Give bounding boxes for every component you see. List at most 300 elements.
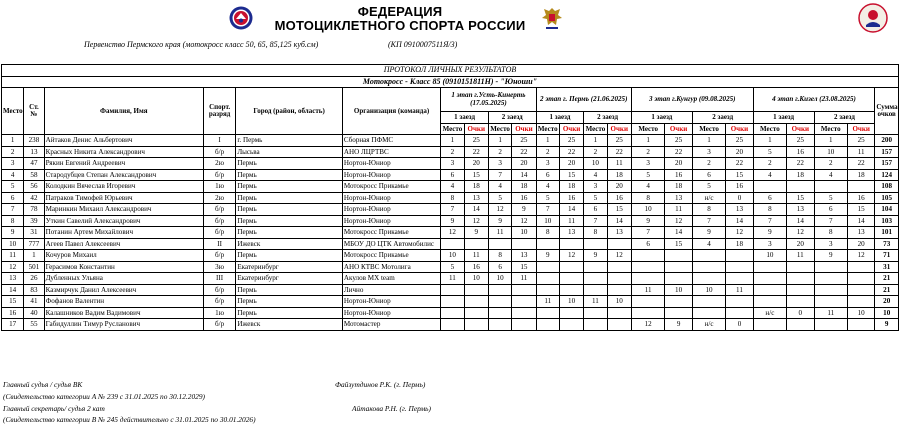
points-subheader: Очки <box>559 123 583 135</box>
race-place-cell <box>441 319 464 331</box>
city-cell: Пермь <box>236 215 343 227</box>
rank-cell: б/р <box>203 296 235 308</box>
race-points-cell: 0 <box>726 319 753 331</box>
chief-judge-certificate: (Свидетельство категории А № 239 с 31.01.2025 по 30.12.2029) <box>3 392 205 401</box>
org-cell: Нортон-Юниор <box>342 158 440 170</box>
place-cell: 5 <box>2 181 24 193</box>
race-points-cell: 13 <box>559 227 583 239</box>
org-cell: Нортон-Юниор <box>342 296 440 308</box>
race-points-cell <box>559 319 583 331</box>
race-points-cell: 22 <box>726 158 753 170</box>
race-place-cell: 3 <box>584 181 607 193</box>
total-points-cell: 9 <box>875 319 899 331</box>
race-place-cell: 11 <box>488 227 511 239</box>
race-points-cell <box>665 250 692 262</box>
race-points-cell: 13 <box>787 204 814 216</box>
start-number-cell: 55 <box>24 319 44 331</box>
race-points-cell: 11 <box>787 250 814 262</box>
start-number-cell: 40 <box>24 307 44 319</box>
race-place-cell <box>584 319 607 331</box>
total-points-cell: 157 <box>875 146 899 158</box>
table-row <box>2 296 899 308</box>
race-place-cell: 1 <box>814 135 847 147</box>
race-points-cell: 16 <box>665 169 692 181</box>
start-number-cell: 26 <box>24 273 44 285</box>
table-row <box>2 146 899 158</box>
race-place-cell <box>814 273 847 285</box>
race-place-cell <box>584 284 607 296</box>
race-place-cell: 5 <box>584 192 607 204</box>
org-cell: Мотомастер <box>342 319 440 331</box>
race-points-cell: 22 <box>665 146 692 158</box>
race-place-cell <box>584 238 607 250</box>
race-points-cell: 12 <box>847 250 874 262</box>
federation-title-line1: ФЕДЕРАЦИЯ <box>357 4 443 19</box>
city-cell: Пермь <box>236 227 343 239</box>
stage-1-header: 1 этап г.Усть-Кинерть (17.05.2025) <box>441 88 536 112</box>
race-place-cell <box>441 238 464 250</box>
race-points-cell: 14 <box>607 215 631 227</box>
table-row <box>2 250 899 262</box>
place-subheader: Место <box>692 123 725 135</box>
name-cell: Агеев Павел Алексеевич <box>44 238 203 250</box>
start-number-cell: 31 <box>24 227 44 239</box>
race-place-cell: 2 <box>584 146 607 158</box>
points-subheader: Очки <box>512 123 536 135</box>
race-place-cell: 6 <box>692 169 725 181</box>
race-place-cell: 9 <box>753 227 786 239</box>
results-body <box>2 135 899 331</box>
table-row <box>2 192 899 204</box>
race-place-cell: 10 <box>692 284 725 296</box>
place-cell: 15 <box>2 296 24 308</box>
protocol-subtitle-row <box>2 76 899 88</box>
race-points-cell: 13 <box>726 204 753 216</box>
race-points-cell <box>464 296 488 308</box>
race-place-cell: 4 <box>536 181 559 193</box>
total-points-cell: 21 <box>875 273 899 285</box>
table-row <box>2 204 899 216</box>
race-points-cell: 25 <box>464 135 488 147</box>
col-header-org: Организация (команда) <box>342 88 440 135</box>
race-points-cell: 20 <box>512 158 536 170</box>
race-place-cell <box>692 273 725 285</box>
name-cell: Айтаков Денис Альбертович <box>44 135 203 147</box>
race-points-cell <box>726 261 753 273</box>
org-cell: Лично <box>342 284 440 296</box>
race-points-cell <box>512 238 536 250</box>
race-points-cell <box>726 307 753 319</box>
race-points-cell: 12 <box>665 215 692 227</box>
race-points-cell: 12 <box>559 250 583 262</box>
name-cell: Красных Никита Александрович <box>44 146 203 158</box>
race-points-cell: 12 <box>607 250 631 262</box>
race-points-cell <box>665 296 692 308</box>
race-place-cell: 11 <box>536 296 559 308</box>
race-points-cell: 15 <box>847 204 874 216</box>
table-row <box>2 169 899 181</box>
race-place-cell <box>536 319 559 331</box>
race-place-cell: 6 <box>536 169 559 181</box>
name-cell: Маринкин Михаил Александрович <box>44 204 203 216</box>
name-cell: Казмирчук Данил Алексеевич <box>44 284 203 296</box>
race-place-cell: 4 <box>441 181 464 193</box>
race-place-cell: 5 <box>692 181 725 193</box>
race-place-cell <box>584 273 607 285</box>
race-points-cell <box>847 273 874 285</box>
federation-header <box>0 0 900 49</box>
race-place-cell <box>753 261 786 273</box>
place-cell: 13 <box>2 273 24 285</box>
place-cell: 6 <box>2 192 24 204</box>
stage-1-race-2-header: 2 заезд <box>488 112 536 124</box>
race-place-cell <box>488 238 511 250</box>
race-place-cell: 5 <box>488 192 511 204</box>
race-points-cell <box>787 261 814 273</box>
total-points-cell: 21 <box>875 284 899 296</box>
race-points-cell: 16 <box>607 192 631 204</box>
name-cell: Рякин Евгений Андреевич <box>44 158 203 170</box>
race-place-cell: 11 <box>584 296 607 308</box>
race-points-cell: 14 <box>559 204 583 216</box>
race-points-cell: 13 <box>512 250 536 262</box>
race-points-cell <box>787 319 814 331</box>
race-points-cell: 16 <box>787 146 814 158</box>
total-points-cell: 31 <box>875 261 899 273</box>
race-place-cell <box>488 296 511 308</box>
chief-judge-label: Главный судья / судья ВК <box>3 380 83 389</box>
race-points-cell: 10 <box>464 273 488 285</box>
race-points-cell <box>512 284 536 296</box>
race-points-cell: 15 <box>726 169 753 181</box>
col-header-name: Фамилия, Имя <box>44 88 203 135</box>
race-place-cell: 9 <box>488 215 511 227</box>
race-points-cell: 22 <box>559 146 583 158</box>
race-place-cell <box>692 261 725 273</box>
race-place-cell: 12 <box>488 204 511 216</box>
rank-cell: 2ю <box>203 192 235 204</box>
race-place-cell: н/с <box>753 307 786 319</box>
stage-2-race-2-header: 2 заезд <box>584 112 632 124</box>
race-points-cell: 22 <box>512 146 536 158</box>
race-place-cell <box>753 319 786 331</box>
stage-2-header: 2 этап г. Пермь (21.06.2025) <box>536 88 631 112</box>
race-place-cell: 7 <box>692 215 725 227</box>
race-place-cell: 6 <box>441 169 464 181</box>
race-place-cell: 2 <box>631 146 664 158</box>
total-points-cell: 103 <box>875 215 899 227</box>
start-number-cell: 13 <box>24 146 44 158</box>
race-place-cell: 9 <box>536 250 559 262</box>
city-cell: г. Пермь <box>236 135 343 147</box>
start-number-cell: 1 <box>24 250 44 262</box>
race-place-cell <box>753 181 786 193</box>
race-points-cell <box>726 273 753 285</box>
race-points-cell <box>607 319 631 331</box>
race-points-cell: 16 <box>559 192 583 204</box>
race-place-cell: 2 <box>814 158 847 170</box>
race-points-cell: 12 <box>787 227 814 239</box>
race-points-cell: 15 <box>607 204 631 216</box>
race-place-cell <box>814 284 847 296</box>
race-place-cell <box>814 181 847 193</box>
col-header-city: Город (район, область) <box>236 88 343 135</box>
race-place-cell <box>584 307 607 319</box>
race-place-cell: 5 <box>631 169 664 181</box>
race-points-cell: 14 <box>464 204 488 216</box>
race-place-cell <box>692 307 725 319</box>
place-subheader: Место <box>631 123 664 135</box>
race-place-cell: 6 <box>488 261 511 273</box>
table-row <box>2 273 899 285</box>
race-points-cell <box>559 273 583 285</box>
race-place-cell <box>488 284 511 296</box>
rank-cell: 1ю <box>203 181 235 193</box>
col-header-place: Место <box>2 88 24 135</box>
rank-cell: б/р <box>203 319 235 331</box>
race-place-cell: 9 <box>584 250 607 262</box>
place-cell: 7 <box>2 204 24 216</box>
rank-cell: б/р <box>203 284 235 296</box>
start-number-cell: 39 <box>24 215 44 227</box>
race-place-cell: 7 <box>631 227 664 239</box>
org-cell: Нортон-Юниор <box>342 192 440 204</box>
race-place-cell: 2 <box>753 158 786 170</box>
race-place-cell <box>536 307 559 319</box>
race-points-cell: 22 <box>607 146 631 158</box>
place-cell: 10 <box>2 238 24 250</box>
race-points-cell <box>464 284 488 296</box>
race-place-cell: 3 <box>631 158 664 170</box>
protocol-subtitle: Мотокросс - Класс 85 (0910151811Н) - "Юноши" <box>2 76 899 88</box>
race-place-cell: 8 <box>488 250 511 262</box>
results-table <box>1 64 899 331</box>
race-place-cell <box>536 284 559 296</box>
race-points-cell: 14 <box>847 215 874 227</box>
race-points-cell: 22 <box>847 158 874 170</box>
name-cell: Уткин Савелий Александрович <box>44 215 203 227</box>
race-points-cell <box>847 181 874 193</box>
regional-federation-emblem-icon <box>858 3 888 33</box>
place-cell: 4 <box>2 169 24 181</box>
table-row <box>2 215 899 227</box>
race-place-cell <box>631 250 664 262</box>
race-place-cell: 9 <box>441 215 464 227</box>
race-points-cell: 16 <box>464 261 488 273</box>
race-place-cell: 5 <box>814 192 847 204</box>
header-row-stages <box>2 88 899 112</box>
place-cell: 9 <box>2 227 24 239</box>
total-points-cell: 20 <box>875 296 899 308</box>
table-row <box>2 158 899 170</box>
place-cell: 12 <box>2 261 24 273</box>
protocol-title-row <box>2 65 899 77</box>
race-place-cell <box>753 296 786 308</box>
name-cell: Фофанов Валентин <box>44 296 203 308</box>
race-place-cell: 9 <box>692 227 725 239</box>
start-number-cell: 78 <box>24 204 44 216</box>
rank-cell: 2ю <box>203 158 235 170</box>
points-subheader: Очки <box>787 123 814 135</box>
start-number-cell: 56 <box>24 181 44 193</box>
place-cell: 14 <box>2 284 24 296</box>
place-cell: 16 <box>2 307 24 319</box>
race-points-cell: 11 <box>559 215 583 227</box>
race-points-cell: 20 <box>726 146 753 158</box>
race-points-cell: 0 <box>787 307 814 319</box>
place-cell: 3 <box>2 158 24 170</box>
race-place-cell: 11 <box>631 284 664 296</box>
name-cell: Герасимов Константин <box>44 261 203 273</box>
race-points-cell: 11 <box>665 204 692 216</box>
stage-4-race-1-header: 1 заезд <box>753 112 814 124</box>
race-points-cell <box>559 284 583 296</box>
chief-secretary-name: Айтакова Р.Н. (г. Пермь) <box>352 404 431 413</box>
org-cell: АНО КТВС Мотолига <box>342 261 440 273</box>
race-points-cell: 16 <box>512 192 536 204</box>
race-points-cell: 14 <box>665 227 692 239</box>
race-place-cell: 2 <box>536 146 559 158</box>
name-cell: Стародубцев Степан Александрович <box>44 169 203 181</box>
place-subheader: Место <box>584 123 607 135</box>
start-number-cell: 777 <box>24 238 44 250</box>
points-subheader: Очки <box>665 123 692 135</box>
race-points-cell: 22 <box>464 146 488 158</box>
race-points-cell: 22 <box>787 158 814 170</box>
race-points-cell: 12 <box>512 215 536 227</box>
race-place-cell: 7 <box>488 169 511 181</box>
race-points-cell: 9 <box>464 227 488 239</box>
race-points-cell <box>847 261 874 273</box>
race-place-cell: 5 <box>753 146 786 158</box>
city-cell: Пермь <box>236 192 343 204</box>
chief-judge-name: Файзутдинов Р.К. (г. Пермь) <box>335 380 426 389</box>
race-place-cell <box>692 296 725 308</box>
race-place-cell: 5 <box>441 261 464 273</box>
race-points-cell: 9 <box>665 319 692 331</box>
race-points-cell: 20 <box>464 158 488 170</box>
race-points-cell <box>787 296 814 308</box>
table-row <box>2 307 899 319</box>
race-place-cell: 1 <box>584 135 607 147</box>
race-points-cell <box>665 261 692 273</box>
race-place-cell: 6 <box>753 192 786 204</box>
race-place-cell: 9 <box>814 250 847 262</box>
race-place-cell: 2 <box>692 158 725 170</box>
race-points-cell <box>512 319 536 331</box>
race-points-cell: 11 <box>464 250 488 262</box>
place-cell: 8 <box>2 215 24 227</box>
total-points-cell: 108 <box>875 181 899 193</box>
name-cell: Патраков Тимофей Юрьевич <box>44 192 203 204</box>
race-place-cell: 1 <box>753 135 786 147</box>
championship-name: Первенство Пермского края (мотокросс класс 50, 65, 85,125 куб.см) <box>84 40 319 49</box>
race-place-cell <box>631 307 664 319</box>
org-cell: МБОУ ДО ЦТК Автомобилис <box>342 238 440 250</box>
org-cell: Сборная ПФМС <box>342 135 440 147</box>
table-row <box>2 227 899 239</box>
col-header-rank: Спорт. разряд <box>203 88 235 135</box>
table-row <box>2 135 899 147</box>
start-number-cell: 501 <box>24 261 44 273</box>
race-place-cell: 8 <box>692 204 725 216</box>
city-cell: Лысьва <box>236 146 343 158</box>
race-points-cell: 25 <box>559 135 583 147</box>
race-points-cell: 9 <box>512 204 536 216</box>
race-points-cell: 20 <box>665 158 692 170</box>
total-points-cell: 10 <box>875 307 899 319</box>
race-place-cell: 1 <box>631 135 664 147</box>
race-place-cell: 12 <box>631 319 664 331</box>
start-number-cell: 58 <box>24 169 44 181</box>
name-cell: Дубленных Ульяна <box>44 273 203 285</box>
race-place-cell: н/с <box>692 192 725 204</box>
race-points-cell: 18 <box>665 181 692 193</box>
race-place-cell: 4 <box>488 181 511 193</box>
race-points-cell: 11 <box>607 158 631 170</box>
race-points-cell <box>787 284 814 296</box>
place-subheader: Место <box>441 123 464 135</box>
race-points-cell: 10 <box>512 227 536 239</box>
race-place-cell: 1 <box>692 135 725 147</box>
race-place-cell: 3 <box>692 146 725 158</box>
race-place-cell <box>441 296 464 308</box>
race-place-cell: 10 <box>488 273 511 285</box>
race-place-cell: 10 <box>631 204 664 216</box>
name-cell: Колодкин Вячеслав Игоревич <box>44 181 203 193</box>
table-row <box>2 181 899 193</box>
race-place-cell: 4 <box>631 181 664 193</box>
start-number-cell: 83 <box>24 284 44 296</box>
race-points-cell <box>559 261 583 273</box>
race-place-cell: 10 <box>536 215 559 227</box>
stage-1-race-1-header: 1 заезд <box>441 112 489 124</box>
race-points-cell: 20 <box>559 158 583 170</box>
race-points-cell: 18 <box>559 181 583 193</box>
race-place-cell: 5 <box>536 192 559 204</box>
rank-cell: б/р <box>203 227 235 239</box>
stage-3-race-1-header: 1 заезд <box>631 112 692 124</box>
race-points-cell: 15 <box>464 169 488 181</box>
race-place-cell: 6 <box>631 238 664 250</box>
race-place-cell: 4 <box>692 238 725 250</box>
org-cell: Акулов MX team <box>342 273 440 285</box>
city-cell: Пермь <box>236 296 343 308</box>
stage-4-race-2-header: 2 заезд <box>814 112 875 124</box>
race-place-cell <box>441 284 464 296</box>
race-place-cell <box>692 250 725 262</box>
place-cell: 17 <box>2 319 24 331</box>
race-points-cell: 16 <box>726 181 753 193</box>
race-points-cell <box>559 238 583 250</box>
start-number-cell: 238 <box>24 135 44 147</box>
race-points-cell: 15 <box>665 238 692 250</box>
race-points-cell <box>787 273 814 285</box>
city-cell: Екатеринбург <box>236 261 343 273</box>
race-place-cell: 3 <box>441 158 464 170</box>
col-header-start-number: Ст. № <box>24 88 44 135</box>
place-cell: 2 <box>2 146 24 158</box>
points-subheader: Очки <box>847 123 874 135</box>
race-place-cell: 4 <box>753 169 786 181</box>
race-points-cell: 0 <box>726 192 753 204</box>
race-points-cell <box>847 284 874 296</box>
race-points-cell: 13 <box>607 227 631 239</box>
race-points-cell: 12 <box>726 227 753 239</box>
race-place-cell: 1 <box>488 135 511 147</box>
place-cell: 1 <box>2 135 24 147</box>
total-points-cell: 104 <box>875 204 899 216</box>
